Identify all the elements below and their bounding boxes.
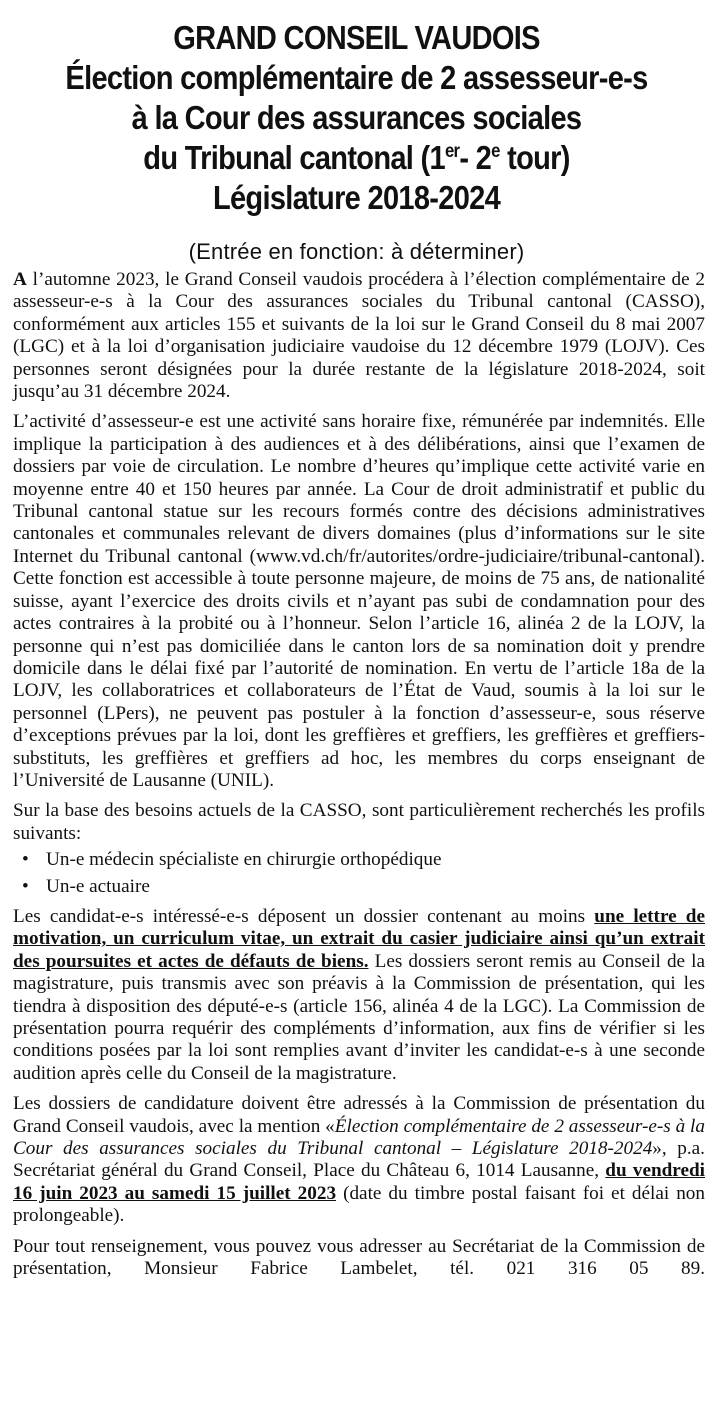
paragraph-submission bbox=[13, 1093, 705, 1227]
header-line-1: GRAND CONSEIL VAUDOIS bbox=[173, 19, 540, 56]
list-item: • Un-e actuaire bbox=[46, 876, 705, 898]
list-item: • Un-e médecin spécialiste en chirurgie orthopédique bbox=[46, 849, 705, 871]
notice-body bbox=[13, 269, 705, 1288]
header-line-3: à la Cour des assurances sociales bbox=[131, 99, 582, 136]
submission-text-pre: Les dossiers de candidature doivent être adressés à la Commission de présentation du Grand Conseil vaudois, avec la mention « bbox=[13, 1093, 705, 1137]
application-text-pre: Les candidat-e-s intéressé-e-s déposent un dossier contenant au moins bbox=[13, 905, 595, 927]
header-line-4-pre: du Tribunal cantonal (1 bbox=[143, 139, 445, 176]
paragraph-profiles-intro: Sur la base des besoins actuels de la CASSO, sont particulièrement recherchés les profils suivants: bbox=[13, 800, 705, 844]
header-line-5: Législature 2018-2024 bbox=[212, 179, 501, 216]
notice-header bbox=[43, 18, 670, 218]
submission-mention: Élection complémentaire de 2 assesseur-e-s à la Cour des assurances sociales du Tribunal cantonal – Législature 2018-2024 bbox=[13, 1115, 705, 1160]
required-documents: une lettre de motivation, un curriculum vitae, un extrait du casier judiciaire ainsi qu’un extrait des poursuites et actes de défauts de biens. bbox=[13, 905, 705, 972]
header-line-4 bbox=[43, 138, 670, 178]
application-text-post: Les dossiers seront remis au Conseil de la magistrature, puis transmis avec son préavis à la Commission de présentation, qui les tiendra à disposition des député-e-s (article 156, alinéa 4 de la LGC). La Commission de présentation pourra requérir des compléments d’information, aux fins de vérifier si les conditions posées par la loi sont remplies avant d’inviter les candidat-e-s à une seconde audition après celle du Conseil de la magistrature. bbox=[13, 950, 705, 1084]
header-line-4-mid: - 2 bbox=[459, 139, 492, 176]
paragraph-intro-text: l’automne 2023, le Grand Conseil vaudois procédera à l’élection complémentaire de 2 assesseur-e-s à la Cour des assurances sociales du Tribunal cantonal (CASSO), conformément aux articles 155 et suivants de la loi sur le Grand Conseil du 8 mai 2007 (LGC) et à la loi d’organisation judiciaire vaudoise du 12 décembre 1979 (LOJV). Ces personnes seront désignées pour la durée restante de la législature 2018-2024, soit jusqu’au 31 décembre 2024. bbox=[13, 269, 705, 403]
drop-capital: A bbox=[13, 269, 27, 290]
paragraph-activity: L’activité d’assesseur-e est une activité sans horaire fixe, rémunérée par indemnités. Elle implique la participation à des audiences et à des délibérations, ainsi que l’examen de dossiers par voie de circulation. Le nombre d’heures qu’implique cette activité varie en moyenne entre 40 et 150 heures par année. La Cour de droit administratif et public du Tribunal cantonal statue sur les recours formés contre des décisions administratives cantonales et communales relevant de divers domaines (plus d’informations sur le site Internet du Tribunal cantonal (www.vd.ch/fr/autorites/ordre-judiciaire/tribunal-cantonal). Cette fonction est accessible à toute personne majeure, de moins de 75 ans, de nationalité suisse, ayant l’exercice des droits civils et n’ayant pas subi de condamnation pour des actes contraires à la probité ou à l’honneur. Selon l’article 16, alinéa 2 de la LOJV, la personne qui n’est pas domiciliée dans le canton lors de sa nomination doit y prendre domicile dans le délai fixé par l’autorité de nomination. En vertu de l’article 18a de la LOJV, les collaboratrices et collaborateurs de l’État de Vaud, soumis à la loi sur le personnel (LPers), ne peuvent pas postuler à la fonction d’assesseur-e, sous réserve d’exceptions prévues par la loi, dont les greffières et greffiers, les greffières et greffiers-substituts, les greffières et greffiers ad hoc, les membres du corps enseignant de l’Université de Lausanne (UNIL). bbox=[13, 411, 705, 791]
header-superscript-first: er bbox=[444, 141, 460, 162]
paragraph-application bbox=[13, 906, 705, 1085]
submission-text-post: (date du timbre postal faisant foi et délai non prolongeable). bbox=[13, 1182, 705, 1227]
paragraph-intro bbox=[13, 269, 705, 403]
header-line-4-post: tour) bbox=[499, 139, 570, 176]
submission-address: », p.a. Secrétariat général du Grand Conseil, Place du Château 6, 1014 Lausanne, bbox=[13, 1138, 705, 1182]
subtitle: (Entrée en fonction: à déterminer) bbox=[188, 239, 525, 264]
profiles-list bbox=[13, 849, 705, 898]
paragraph-contact: Pour tout renseignement, vous pouvez vous adresser au Secrétariat de la Commission de présentation, Monsieur Fabrice Lambelet, tél. 021 316 05 89. bbox=[13, 1235, 705, 1280]
header-line-2: Élection complémentaire de 2 assesseur-e-s bbox=[65, 59, 648, 96]
submission-deadline: du vendredi 16 juin 2023 au samedi 15 juillet 2023 bbox=[13, 1160, 705, 1204]
header-superscript-second: e bbox=[491, 141, 500, 162]
